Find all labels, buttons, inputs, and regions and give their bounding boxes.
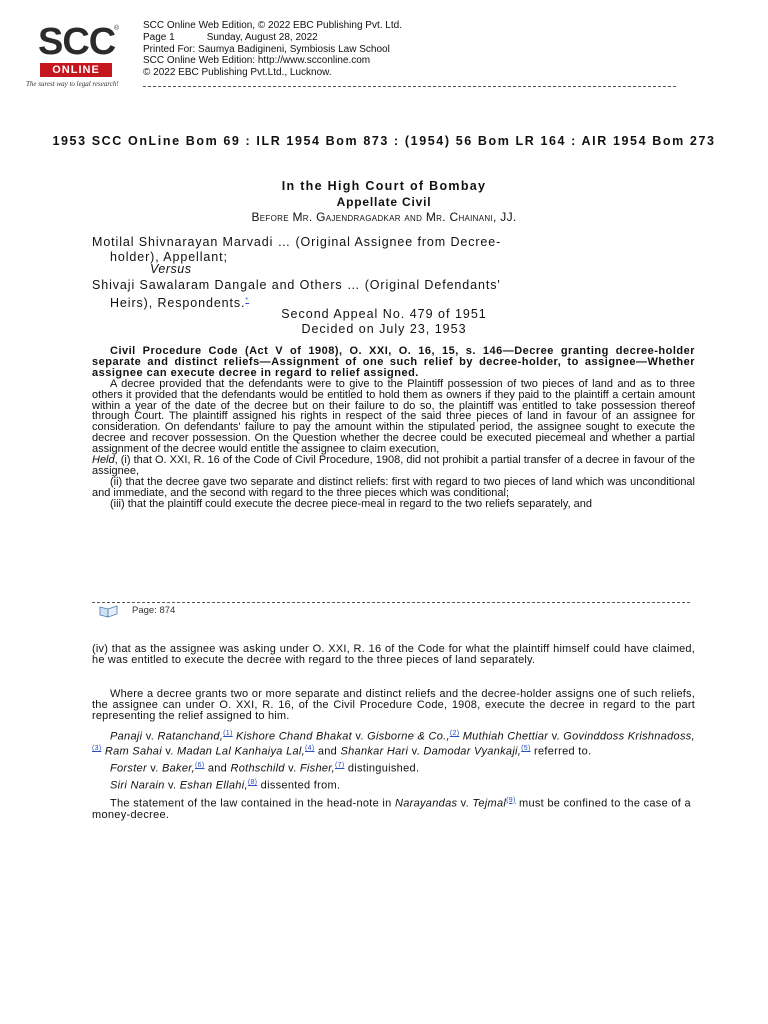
appeal-number: Second Appeal No. 479 of 1951 xyxy=(281,307,487,321)
page-separator xyxy=(92,602,690,603)
appellant-line-2: holder), Appellant; xyxy=(110,250,228,264)
headnote-rule: Where a decree grants two or more separate and distinct reliefs and the decree-holder assigns one of such reliefs, the assignee can under O. XXI, R. 16, of the Civil Procedure Code, 1908, execute the decree in regard to the part representing the relief assigned to him. xyxy=(92,688,695,722)
case-footnote-link[interactable]: (6) xyxy=(195,762,205,770)
header-website: SCC Online Web Edition: http://www.scconline.com xyxy=(143,55,371,67)
bench-judges: Before Mr. Gajendragadkar and Mr. Chainani, JJ. xyxy=(251,210,517,224)
cases-cited xyxy=(92,728,695,821)
case-footnote-link[interactable]: (8) xyxy=(247,779,258,787)
page-marker: Page: 874 xyxy=(132,605,176,616)
logo-online-band: ONLINE xyxy=(40,63,112,77)
header-date: Sunday, August 28, 2022 xyxy=(206,31,318,43)
respondent-line-1: Shivaji Sawalaram Dangale and Others … (Original Defendants' xyxy=(92,278,501,292)
appellant-line-1: Motilal Shivnarayan Marvadi … (Original Assignee from Decree- xyxy=(92,235,502,249)
case-footnote-link[interactable]: (7) xyxy=(335,762,345,770)
header-edition: SCC Online Web Edition, © 2022 EBC Publishing Pvt. Ltd. xyxy=(143,20,402,31)
case-footnote-link[interactable]: (5) xyxy=(521,745,531,753)
logo-brand: SCC xyxy=(38,21,116,63)
cases-dissented: Siri Narain v. Eshan Ellahi,$^{(8)}$ dissented from. xyxy=(110,779,341,793)
cases-referred: Panaji v. Ratanchand,$^{(1)}$ Kishore Chand Bhakat v. Gisborne & Co.,$^{(2)}$ Muthiah Chettiar v. Govinddoss Krishnadoss,$^{(3)}$ Ram Sahai v. Madan Lal Kanhaiya Lal,$^{(4)}$ and Shankar Hari v. Damodar Vyankaji,$^{(5)}$ referred to. xyxy=(92,730,695,758)
scc-online-logo xyxy=(26,22,134,92)
logo-registered-mark: ® xyxy=(114,25,120,32)
appellant xyxy=(92,235,558,265)
header-divider xyxy=(143,86,676,87)
cases-distinguished: Forster v. Baker,$^{(6)}$ and Rothschild v. Fisher,$^{(7)}$ distinguished. xyxy=(110,762,420,775)
header-page-line xyxy=(143,32,402,44)
held-iii: (iii) that the plaintiff could execute the decree piece-meal in regard to the two reliefs separately, and xyxy=(110,497,593,510)
footnote-link[interactable]: * xyxy=(245,297,250,304)
header-page: Page 1 xyxy=(143,31,175,43)
respondent-line-2: Heirs), Respondents.* xyxy=(110,296,250,311)
case-footnote-link[interactable]: (2) xyxy=(449,730,460,737)
page-book-icon xyxy=(99,604,119,618)
headnote-facts: A decree provided that the defendants were to give to the Plaintiff possession of two pieces of land and as to three others it provided that the defendants would be entitled to hold them as owners if they paid to the plaintiff a certain amount within a year of the date of the decree but on their failure to do so, the plaintiff was entitled to take possession thereof through Court. The plaintiff assigned his rights in respect of the said three pieces of land in favour of an assignee for consideration. On defendants' failure to pay the amount within the stipulated period, the assignee sought to execute the decree and recover possession. On the Question whether the decree could be executed piecemeal and whether a partial assignment of the decree would entitle the assignee to claim execution, xyxy=(92,377,695,456)
citation-title: 1953 SCC OnLine Bom 69 : ILR 1954 Bom 873 : (1954) 56 Bom LR 164 : AIR 1954 Bom 273 xyxy=(52,134,716,148)
case-footnote-link[interactable]: (3) xyxy=(92,745,102,753)
held-iv: (iv) that as the assignee was asking under O. XXI, R. 16 of the Code for what the plaintiff himself could have claimed, he was entitled to execute the decree with regard to the three pieces of land separately. xyxy=(92,643,695,666)
held-ii: (ii) that the decree gave two separate and distinct reliefs: first with regard to two pieces of land which was unconditional and immediate, and the second with regard to the three pieces which was conditional; xyxy=(92,475,695,499)
logo-tagline: The surest way to legal research! xyxy=(26,80,119,88)
versus-label: Versus xyxy=(150,262,192,276)
header-copyright: © 2022 EBC Publishing Pvt.Ltd., Lucknow. xyxy=(143,67,332,79)
case-footnote-link[interactable]: (9) xyxy=(506,796,516,804)
print-header xyxy=(143,20,402,79)
money-decree-statement: The statement of the law contained in the head-note in Narayandas v. Tejmal$^{(9)}$ must be confined to the case of a money-decree. xyxy=(92,796,691,821)
held-label: Held xyxy=(92,454,115,467)
case-footnote-link[interactable]: (4) xyxy=(305,745,315,753)
decision-date: Decided on July 23, 1953 xyxy=(301,322,467,336)
headnote-block xyxy=(92,346,695,510)
court-name: In the High Court of Bombay xyxy=(281,179,487,193)
bench-type: Appellate Civil xyxy=(336,195,432,209)
header-printed-for: Printed For: Saumya Badigineni, Symbiosis Law School xyxy=(143,43,390,55)
held-i: Held, (i) that O. XXI, R. 16 of the Code of Civil Procedure, 1908, did not prohibit a partial transfer of a decree in favour of the assignee, xyxy=(92,454,695,477)
headnote-catchwords: Civil Procedure Code (Act V of 1908), O. XXI, O. 16, 15, s. 146—Decree granting decree-holder separate and distinct reliefs—Assignment of one such relief by decree-holder, to assignee—Whether assignee can execute decree in regard to relief assigned. xyxy=(92,345,695,379)
case-footnote-link[interactable]: (1) xyxy=(223,730,233,737)
